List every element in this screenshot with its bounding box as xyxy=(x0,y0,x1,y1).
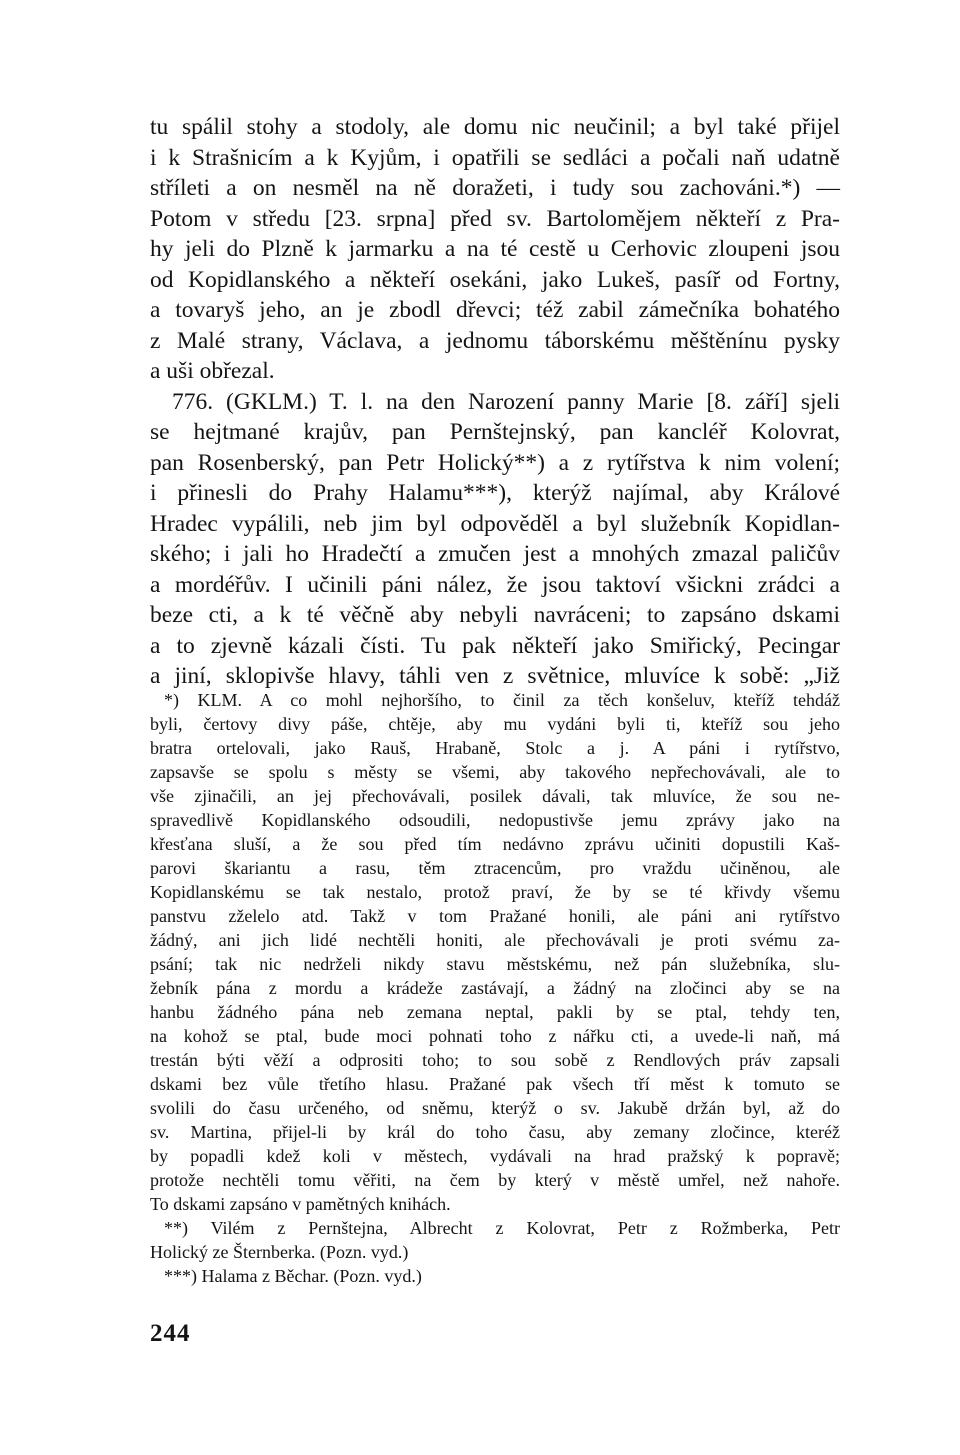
text-line: se hejtmané krajův, pan Pernštejnský, pan kancléř Kolovrat, xyxy=(150,419,840,445)
text-line: a to zjevně kázali čísti. Tu pak někteří jako Smiřický, Pecingar xyxy=(150,632,840,659)
text-line: a tovaryš jeho, an je zbodl dřevci; též zabil zámečníka bohatého xyxy=(150,297,840,323)
text-line: stříleti a on nesměl na ně doražeti, i tudy sou zachováni.*) — xyxy=(150,175,840,201)
footnote-line: žebník pána z mordu a krádeže zastávají, a žádný na zločinci aby se na xyxy=(150,978,840,998)
text-line: i k Strašnicím a k Kyjům, i opatřili se sedláci a počali naň udatně xyxy=(150,144,840,171)
page-number: 244 xyxy=(150,1320,191,1347)
text-line: ského; i jali ho Hradečtí a zmučen jest a mnohých zmazal paličův xyxy=(150,541,840,567)
footnote-line: To dskami zapsáno v pamětných knihách. xyxy=(150,1194,451,1214)
text-line: a mordéřův. I učinili páni nález, že jsou taktoví všickni zrádci a xyxy=(150,571,840,598)
text-line: a jiní, sklopivše hlavy, táhli ven z světnice, mluvíce k sobě: „Již xyxy=(150,663,840,689)
footnote-line: protože nechtěli tomu věřiti, na čem by který v městě umřel, než nahoře. xyxy=(150,1170,840,1190)
footnote-line: parovi škariantu a rasu, těm ztracencům, pro vraždu učiněnou, ale xyxy=(150,858,840,878)
text-line: pan Rosenberský, pan Petr Holický**) a z rytířstva k nim volení; xyxy=(150,449,840,476)
footnote-line: trestán býti věží a odprositi toho; to sou sobě z Rendlových práv zapsali xyxy=(150,1050,840,1070)
footnote-line: žádný, ani jich lidé nechtěli honiti, ale přechovávali je proti svému za- xyxy=(150,930,840,950)
text-line: Potom v středu [23. srpna] před sv. Bartolomějem někteří z Pra- xyxy=(150,205,840,232)
text-line: beze cti, a k té věčně aby nebyli navráceni; to zapsáno dskami xyxy=(150,602,840,628)
text-line: z Malé strany, Václava, a jednomu táborskému měštěnínu pysky xyxy=(150,327,840,354)
footnote-line: Kopidlanskému se tak nestalo, protož praví, že by se té křivdy všemu xyxy=(150,882,840,902)
footnote-line: dskami bez vůle třetího hlasu. Pražané pak všech tří měst k tomuto se xyxy=(150,1074,840,1094)
text-line: hy jeli do Plzně k jarmarku a na té cestě u Cerhovic zloupeni jsou xyxy=(150,236,840,262)
footnote-line: křesťana sluší, a že sou před tím nedávno zprávu učiniti dopustili Kaš- xyxy=(150,834,840,854)
footnote-line: zapsavše se spolu s městy se všemi, aby takového nepřechovávali, ale to xyxy=(150,762,840,782)
footnote-line: vše zjinačili, an jej přechovávali, posilek dávali, tak mluvíce, že sou ne- xyxy=(150,786,840,806)
footnote-line: byli, čertovy divy páše, chtěje, aby mu vydáni byli ti, kteříž sou jeho xyxy=(150,714,840,734)
text-line: Hradec vypálili, neb jim byl odpověděl a byl služebník Kopidlan- xyxy=(150,510,840,537)
footnote-line: ***) Halama z Běchar. (Pozn. vyd.) xyxy=(164,1266,422,1286)
footnote-line: **) Vilém z Pernštejna, Albrecht z Kolovrat, Petr z Rožmberka, Petr xyxy=(164,1218,840,1238)
footnote-line: na kohož se ptal, bude moci pohnati toho z nářku cti, a uvede-li naň, má xyxy=(150,1026,840,1046)
text-line: a uši obřezal. xyxy=(150,358,275,384)
footnotes xyxy=(150,688,840,1288)
text-line: 776. (GKLM.) T. l. na den Narození panny Marie [8. září] sjeli xyxy=(172,388,840,415)
footnote-line: svolili do času určeného, od sněmu, kterýž o sv. Jakubě držán byl, až do xyxy=(150,1098,840,1118)
text-line: tu spálil stohy a stodoly, ale domu nic neučinil; a byl také přijel xyxy=(150,114,840,140)
footnote-line: *) KLM. A co mohl nejhoršího, to činil za těch konšeluv, kteříž tehdáž xyxy=(164,690,840,710)
footnote-line: hanbu žádného pána neb zemana neptal, pakli by se ptal, tehdy ten, xyxy=(150,1002,840,1022)
footnote-line: spravedlivě Kopidlanského odsoudili, nedopustivše jemu zprávy jako na xyxy=(150,810,840,830)
text-line: i přinesli do Prahy Halamu***), kterýž najímal, aby Králové xyxy=(150,480,840,506)
footnote-line: by popadli kdež koli v městech, vydávali na hrad pražský k popravě; xyxy=(150,1146,840,1166)
footnote-line: panstvu zželelo atd. Takž v tom Pražané honili, ale páni ani rytířstvo xyxy=(150,906,840,926)
footnote-line: bratra ortelovali, jako Rauš, Hrabaně, Stolc a j. A páni i rytířstvo, xyxy=(150,738,840,758)
footnote-line: sv. Martina, přijel-li by král do toho času, aby zemany zločince, kteréž xyxy=(150,1122,840,1142)
footnote-line: Holický ze Šternberka. (Pozn. vyd.) xyxy=(150,1242,409,1262)
footnote-line: psání; tak nic nedrželi nikdy stavu městskému, než pán služebníka, slu- xyxy=(150,954,840,974)
text-line: od Kopidlanského a někteří osekáni, jako Lukeš, pasíř od Fortny, xyxy=(150,266,840,293)
main-text xyxy=(150,112,840,692)
